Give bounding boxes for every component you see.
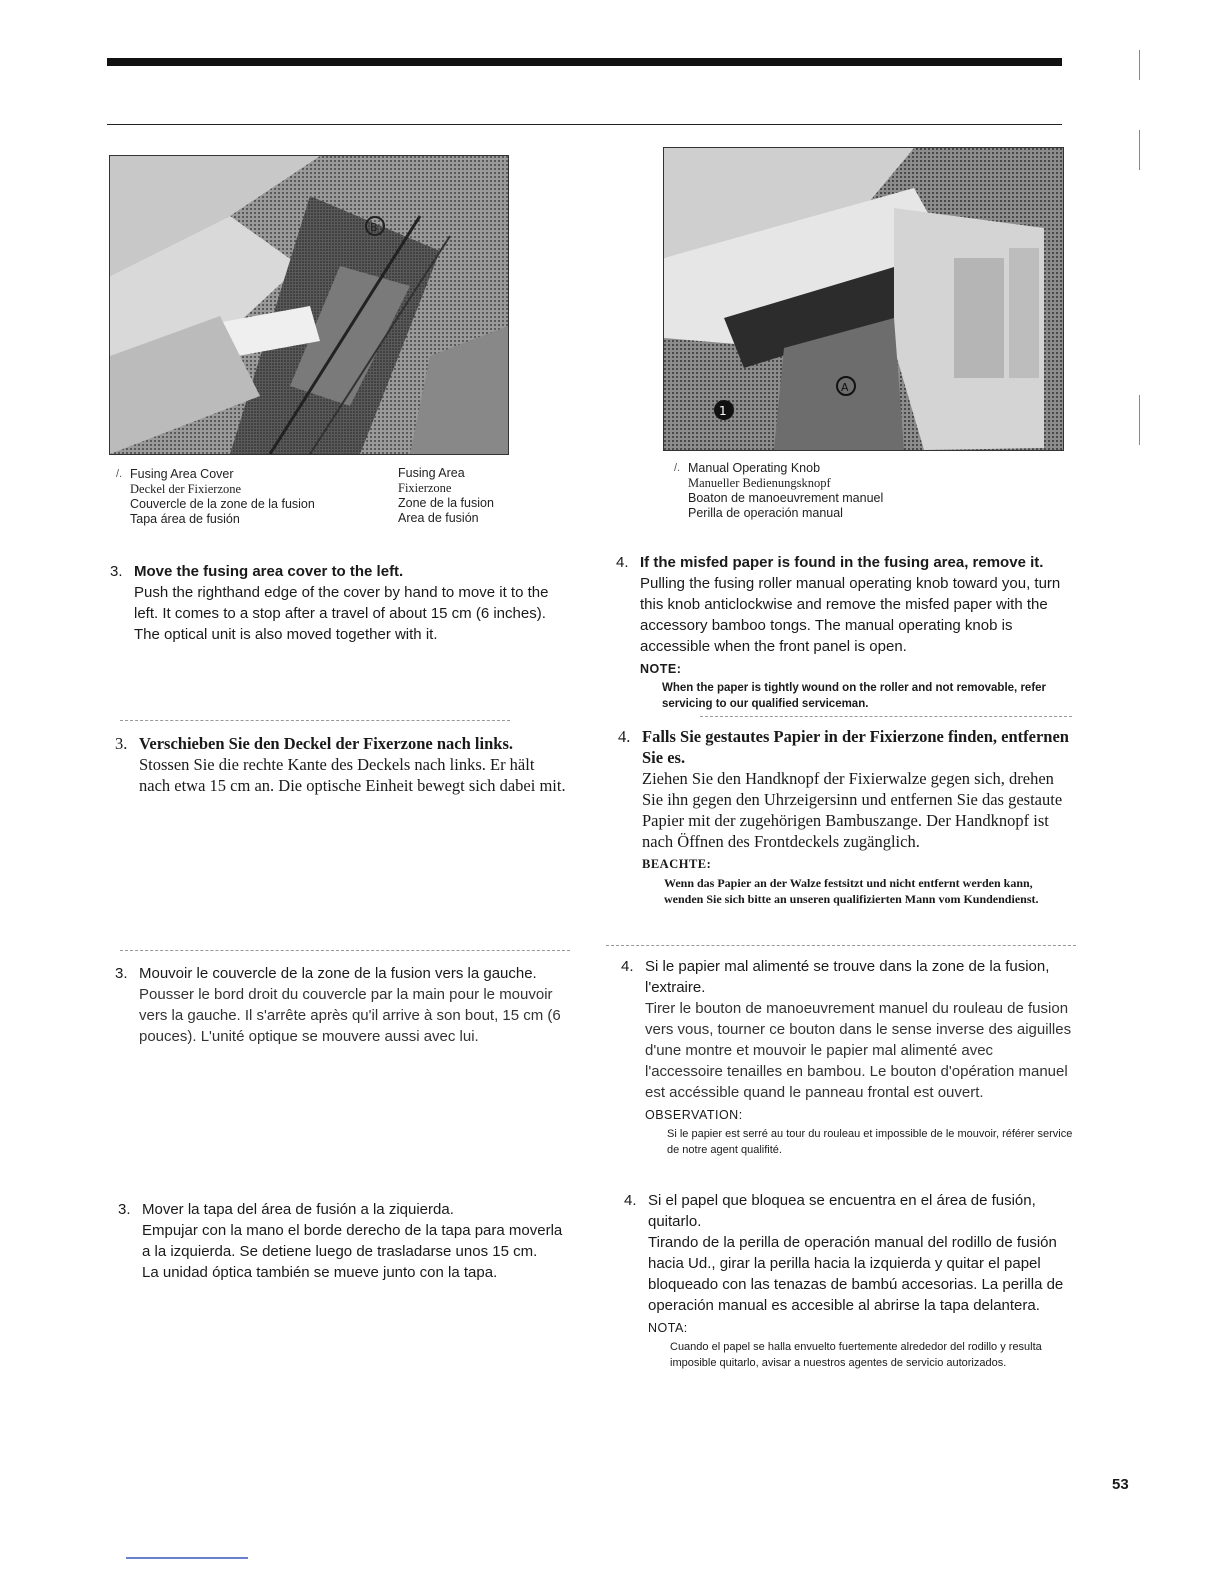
step-number: 3. bbox=[115, 734, 128, 753]
step-number: 4. bbox=[616, 554, 629, 571]
step-heading: Mover la tapa del área de fusión a la ziquierda. bbox=[142, 1201, 454, 1218]
step-body: Tirando de la perilla de operación manual del rodillo de fusión hacia Ud., girar la perilla hacia la izquierda y quitar el papel bloqueado con las tenazas de bambú accesorias. La perilla de operación manual es accesible al abrirse la tapa delantera. bbox=[648, 1234, 1064, 1314]
section-divider bbox=[120, 950, 570, 952]
caption-marker: /. bbox=[674, 462, 681, 474]
step-heading: Si le papier mal alimenté se trouve dans la zone de la fusion, l'extraire. bbox=[645, 958, 1050, 996]
caption-line: Boaton de manoeuvrement manuel bbox=[688, 491, 884, 505]
step-3-es bbox=[118, 1199, 570, 1283]
note-text: Si le papier est serré au tour du rouleau et impossible de le mouvoir, référer service de notre agent qualifité. bbox=[667, 1128, 1073, 1156]
caption-line: Manual Operating Knob bbox=[688, 461, 821, 475]
scan-edge-mark bbox=[1139, 130, 1140, 170]
caption-line: Deckel der Fixierzone bbox=[130, 482, 242, 496]
step-3-de bbox=[115, 733, 567, 796]
step-number: 3. bbox=[115, 965, 128, 982]
header-rule-thin bbox=[107, 124, 1062, 125]
step-number: 4. bbox=[624, 1192, 637, 1209]
step-4-fr bbox=[621, 956, 1075, 1158]
caption-line: Fusing Area Cover bbox=[130, 467, 234, 481]
note-label: NOTE: bbox=[640, 662, 682, 676]
caption-line: Fusing Area bbox=[398, 466, 465, 480]
caption-line: Zone de la fusion bbox=[398, 496, 494, 510]
section-divider bbox=[120, 720, 510, 722]
note-label: BEACHTE: bbox=[642, 857, 712, 871]
step-3-fr bbox=[115, 963, 567, 1047]
caption-line: Manueller Bedienungsknopf bbox=[688, 476, 831, 490]
page-number: 53 bbox=[1112, 1476, 1129, 1493]
caption-right bbox=[674, 461, 988, 521]
step-body: Empujar con la mano el borde derecho de la tapa para moverla a la izquierda. Se detiene luego de trasladarse unos 15 cm. bbox=[142, 1222, 563, 1260]
caption-line: Perilla de operación manual bbox=[688, 506, 843, 520]
note-text: Wenn das Papier an der Walze festsitzt und nicht entfernt werden kann, wenden Sie sich bitte an unseren qualifizierten Mann vom Kundendienst. bbox=[664, 876, 1039, 906]
header-rule-thick bbox=[107, 58, 1062, 66]
note-text: When the paper is tightly wound on the roller and not removable, refer servicing to our qualified serviceman. bbox=[662, 682, 1047, 710]
step-heading: Falls Sie gestautes Papier in der Fixierzone finden, entfernen Sie es. bbox=[642, 727, 1069, 767]
caption-marker: /. bbox=[116, 468, 123, 480]
svg-text:1: 1 bbox=[719, 404, 727, 418]
step-heading: Move the fusing area cover to the left. bbox=[134, 563, 404, 580]
caption-line: Area de fusión bbox=[398, 511, 479, 525]
note-label: OBSERVATION: bbox=[645, 1108, 743, 1122]
step-heading: Mouvoir le couvercle de la zone de la fusion vers la gauche. bbox=[139, 965, 537, 982]
step-heading: Si el papel que bloquea se encuentra en el área de fusión, quitarlo. bbox=[648, 1192, 1036, 1230]
step-body: Ziehen Sie den Handknopf der Fixierwalze gegen sich, drehen Sie ihn gegen den Uhrzeigersinn und entfernen Sie das gestaute Papier mit der zugehörigen Bambuszange. Der Handknopf ist nach Öffnen des Frontdeckels zugänglich. bbox=[642, 769, 1063, 851]
step-body: La unidad óptica también se mueve junto con la tapa. bbox=[142, 1264, 498, 1281]
step-number: 4. bbox=[621, 958, 634, 975]
section-divider bbox=[700, 716, 1072, 718]
step-body: Pousser le bord droit du couvercle par la main pour le mouvoir vers la gauche. Il s'arrête après qu'il arrive à son bout, 15 cm (6 pouces). L'unité optique se mouvere aussi avec lui. bbox=[139, 986, 561, 1045]
caption-line: Tapa área de fusión bbox=[130, 512, 240, 526]
note-label: NOTA: bbox=[648, 1321, 688, 1335]
scan-edge-mark bbox=[1139, 395, 1140, 445]
step-body: Stossen Sie die rechte Kante des Deckels nach links. Er hält nach etwa 15 cm an. Die optische Einheit bewegt sich dabei mit. bbox=[139, 755, 566, 795]
step-4-es bbox=[624, 1190, 1078, 1371]
step-4-de bbox=[618, 726, 1072, 907]
step-body: Tirer le bouton de manoeuvrement manuel du rouleau de fusion vers vous, tourner ce bouton dans le sense inverse des aiguilles d'une montre et mouvoir le papier mal alimenté avec l'accessoire tenailles en bambou. Le bouton d'opération manuel est accéssible quand le panneau frontal est ouvert. bbox=[645, 1000, 1072, 1101]
scan-edge-mark bbox=[1139, 50, 1140, 80]
caption-left-col1 bbox=[116, 467, 380, 527]
svg-text:B: B bbox=[370, 221, 378, 234]
step-number: 4. bbox=[618, 727, 631, 746]
step-number: 3. bbox=[110, 563, 123, 580]
step-heading: If the misfed paper is found in the fusing area, remove it. bbox=[640, 554, 1044, 571]
photo-manual-operating-knob bbox=[663, 147, 1064, 451]
step-body: Push the righthand edge of the cover by hand to move it to the left. It comes to a stop after a travel of about 15 cm (6 inches). The optical unit is also moved together with it. bbox=[134, 584, 549, 643]
caption-line: Fixierzone bbox=[398, 481, 452, 495]
step-4-en bbox=[616, 552, 1072, 712]
section-divider bbox=[606, 945, 1076, 947]
step-body: Pulling the fusing roller manual operating knob toward you, turn this knob anticlockwise and remove the misfed paper with the accessory bamboo tongs. The manual operating knob is accessible when the front panel is open. bbox=[640, 575, 1061, 655]
svg-text:A: A bbox=[841, 381, 849, 394]
caption-left-col2 bbox=[398, 466, 568, 526]
step-3-en bbox=[110, 561, 566, 645]
photo-fusing-area-cover bbox=[109, 155, 509, 455]
step-heading: Verschieben Sie den Deckel der Fixerzone nach links. bbox=[139, 734, 513, 753]
caption-line: Couvercle de la zone de la fusion bbox=[130, 497, 315, 511]
note-text: Cuando el papel se halla envuelto fuertemente alrededor del rodillo y resulta imposible quitarlo, avisar a nuestros agentes de servicio autorizados. bbox=[670, 1341, 1042, 1369]
footer-line bbox=[126, 1557, 248, 1559]
step-number: 3. bbox=[118, 1201, 131, 1218]
